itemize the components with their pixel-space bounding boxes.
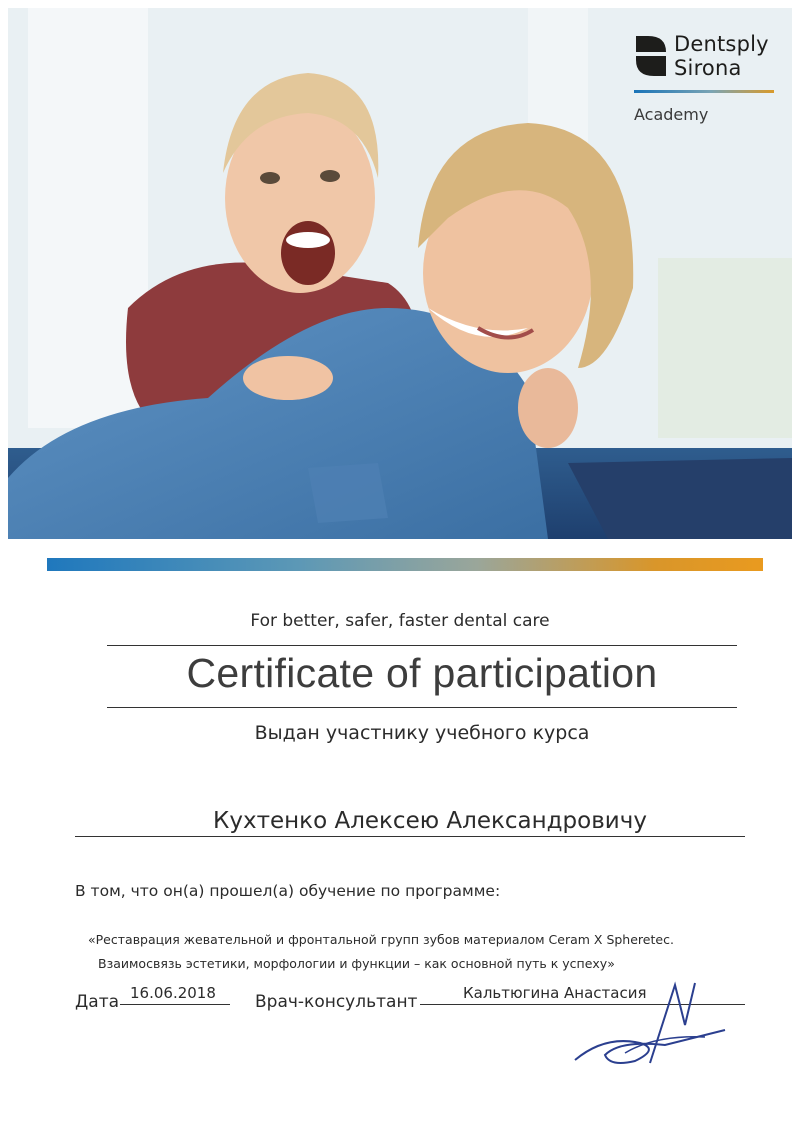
program-title-line1: «Реставрация жевательной и фронтальной групп зубов материалом Ceram X Spheretec. (88, 932, 674, 947)
date-label: Дата (75, 992, 120, 1012)
issued-to-text: Выдан участнику учебного курса (254, 722, 590, 744)
consultant-label: Врач-консультант (255, 992, 418, 1012)
brand-gradient-line (634, 90, 774, 93)
brand-name-line1: Dentsply (674, 32, 769, 56)
gradient-stripe (47, 558, 763, 571)
dentsply-sirona-mark-icon (634, 34, 668, 78)
program-title (88, 928, 738, 976)
title-rule-bottom (107, 707, 737, 708)
consultant-name: Кальтюгина Анастасия (463, 984, 647, 1002)
completion-statement: В том, что он(а) прошел(а) обучение по программе: (75, 882, 501, 900)
signature-icon (565, 975, 735, 1075)
brand-name-line2: Sirona (674, 56, 742, 80)
program-title-line2: Взаимосвязь эстетики, морфологии и функции – как основной путь к успеху» (98, 956, 615, 971)
tagline: For better, safer, faster dental care (250, 611, 550, 631)
recipient-name: Кухтенко Алексею Александровичу (213, 808, 647, 834)
certificate-title: Certificate of participation (186, 650, 658, 696)
title-rule-top (107, 645, 737, 646)
date-underline (120, 1004, 230, 1005)
date-value: 16.06.2018 (130, 984, 216, 1002)
brand-academy: Academy (634, 105, 709, 124)
brand-logo (634, 30, 784, 130)
recipient-underline (75, 836, 745, 837)
